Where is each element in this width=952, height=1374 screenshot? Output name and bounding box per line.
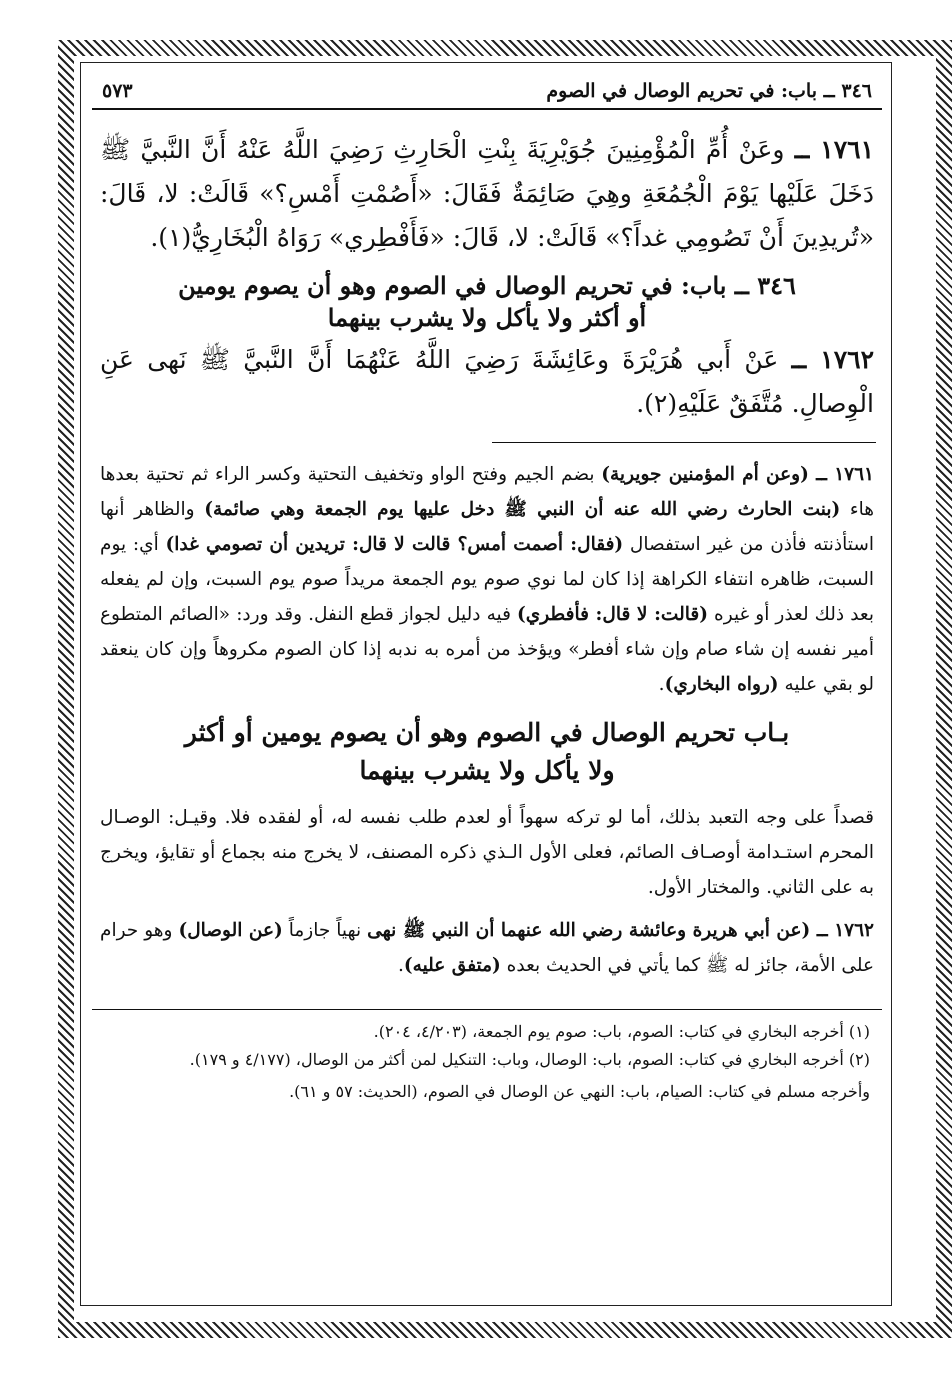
- commentary-text: وهو حرام على الأمة، جائز له ﷺ كما يأتي في الحديث بعده: [100, 920, 874, 976]
- footnote-3: وأخرجه مسلم في كتاب: الصيام، باب: النهي عن الوصال في الصوم، (الحديث: ٥٧ و ٦١).: [289, 1082, 870, 1101]
- hadith-number: ١٧٦١ ــ: [794, 135, 875, 164]
- commentary-text: .: [398, 955, 404, 976]
- quoted-text: (بنت الحارث رضي الله عنه أن النبي ﷺ دخل عليها يوم الجمعة وهي صائمة): [204, 499, 841, 520]
- commentary-text: بضم الجيم وفتح الواو وتخفيف التحتية وكسر الراء ثم تحتية بعدها هاء: [100, 464, 874, 520]
- hadith-1761: [100, 128, 874, 260]
- chapter-heading-line1: ٣٤٦ ــ باب: في تحريم الوصال في الصوم وهو أن يصوم يومين: [178, 271, 796, 300]
- hadith-text: عَنْ أَبي هُرَيْرَةَ وعَائِشَةَ رَضِيَ اللَّهُ عَنْهُمَا أَنَّ النَّبيَّ ﷺ نَهى عَنِ الْوِصالِ. مُتَّفَقٌ عَلَيْهِ(٢).: [100, 345, 874, 418]
- page-content: [92, 72, 882, 1106]
- commentary-1761: [100, 457, 874, 702]
- commentary-text: فيه دليل لجواز قطع النفل. وقد ورد: «الصائم المتطوع أمير نفسه إن شاء صام وإن شاء أفطر» ويؤخذ من أمره به ندبه إذا كان الصوم مكروهاً وإن كان ينعقد لو بقي عليه: [100, 604, 874, 695]
- commentary-text: والظاهر أنها استأذنته فأذن من غير استفصال: [100, 499, 875, 555]
- footnote-1: (١) أخرجه البخاري في كتاب: الصوم، باب: صوم يوم الجمعة، (٤/٢٠٣، ٢٠٤).: [373, 1022, 870, 1041]
- chapter-heading-line2: أو أكثر ولا يأكل ولا يشرب بينهما: [327, 303, 647, 332]
- footnote-2: (٢) أخرجه البخاري في كتاب: الصوم، باب: الوصال، وباب: التنكيل لمن أكثر من الوصال، (٤/١٧٧ و ١٧٩).: [189, 1050, 870, 1069]
- hadith-text: وعَنْ أُمِّ الْمُؤْمِنِينَ جُوَيْرِيَةَ بِنْتِ الْحَارِثِ رَضِيَ اللَّهُ عَنْهُ أَنَّ النَّبيَّ ﷺ دَخَلَ عَلَيْها يَوْمَ الْجُمُعَةِ وهِيَ صَائِمَةٌ فَقَالَ: «أَصُمْتِ أَمْسِ؟» قَالَتْ: لا، قَالَ: «تُريدِينَ أَنْ تَصُومِي غداً؟» قَالَتْ: لا، قَالَ: «فَأَفْطِري» رَوَاهُ الْبُخَارِيُّ(١).: [100, 135, 874, 252]
- chapter-heading: [92, 270, 882, 334]
- commentary-text: .: [658, 674, 665, 695]
- commentary-chapter-body: قصداً على وجه التعبد بذلك، أما لو تركه سهواً أو لعدم طلب نفسه له، أو لفقده فلا. وقيـل: الوصـال المحرم استـدامة أوصـاف الصائم، فعلى الأول الـذي ذكره المصنف، لا يخرج منه بجماع أو تقايؤ، ويخرج به على الثاني. والمختار الأول.: [100, 807, 874, 898]
- commentary-text: نهياً جازماً: [282, 920, 368, 941]
- quoted-text: (عن أبي هريرة وعائشة رضي الله عنهما أن النبي ﷺ نهى: [367, 920, 811, 941]
- page-number: ٥٧٣: [102, 80, 133, 102]
- footnote-separator: [92, 1009, 882, 1010]
- quoted-text: (وعن أم المؤمنين جويرية): [601, 464, 809, 485]
- hadith-1762: [100, 338, 874, 426]
- quoted-text: (عن الوصال): [178, 920, 283, 941]
- commentary-chapter-line2: ولا يأكل ولا يشرب بينهما: [359, 756, 615, 785]
- quoted-text: (متفق عليه): [403, 955, 501, 976]
- commentary-chapter-line1: بـاب تحريم الوصال في الصوم وهو أن يصوم يومين أو أكثر: [184, 718, 790, 747]
- quoted-text: (قالت: لا قال: فأفطري): [516, 604, 708, 625]
- running-header: [92, 72, 882, 110]
- commentary-1762: [100, 913, 874, 983]
- quoted-text: (فقال: أصمت أمس؟ قالت لا قال: تريدين أن تصومي غدا): [165, 534, 624, 555]
- commentary-text: أي: يوم السبت، ظاهره انتفاء الكراهة إذا كان لما نوي صوم يوم الجمعة مريداً صوم يوم السبت، وإن لم يفعله بعد ذلك لعذر أو غيره: [100, 534, 875, 625]
- commentary-number: ١٧٦٢ ــ: [810, 920, 874, 941]
- commentary-chapter-heading: [92, 714, 882, 790]
- quoted-text: (رواه البخاري): [664, 674, 779, 695]
- commentary-number: ١٧٦١ ــ: [808, 464, 874, 485]
- commentary-separator: [492, 442, 876, 443]
- running-title: ٣٤٦ ــ باب: في تحريم الوصال في الصوم: [546, 80, 872, 102]
- hadith-number: ١٧٦٢ ــ: [791, 345, 874, 374]
